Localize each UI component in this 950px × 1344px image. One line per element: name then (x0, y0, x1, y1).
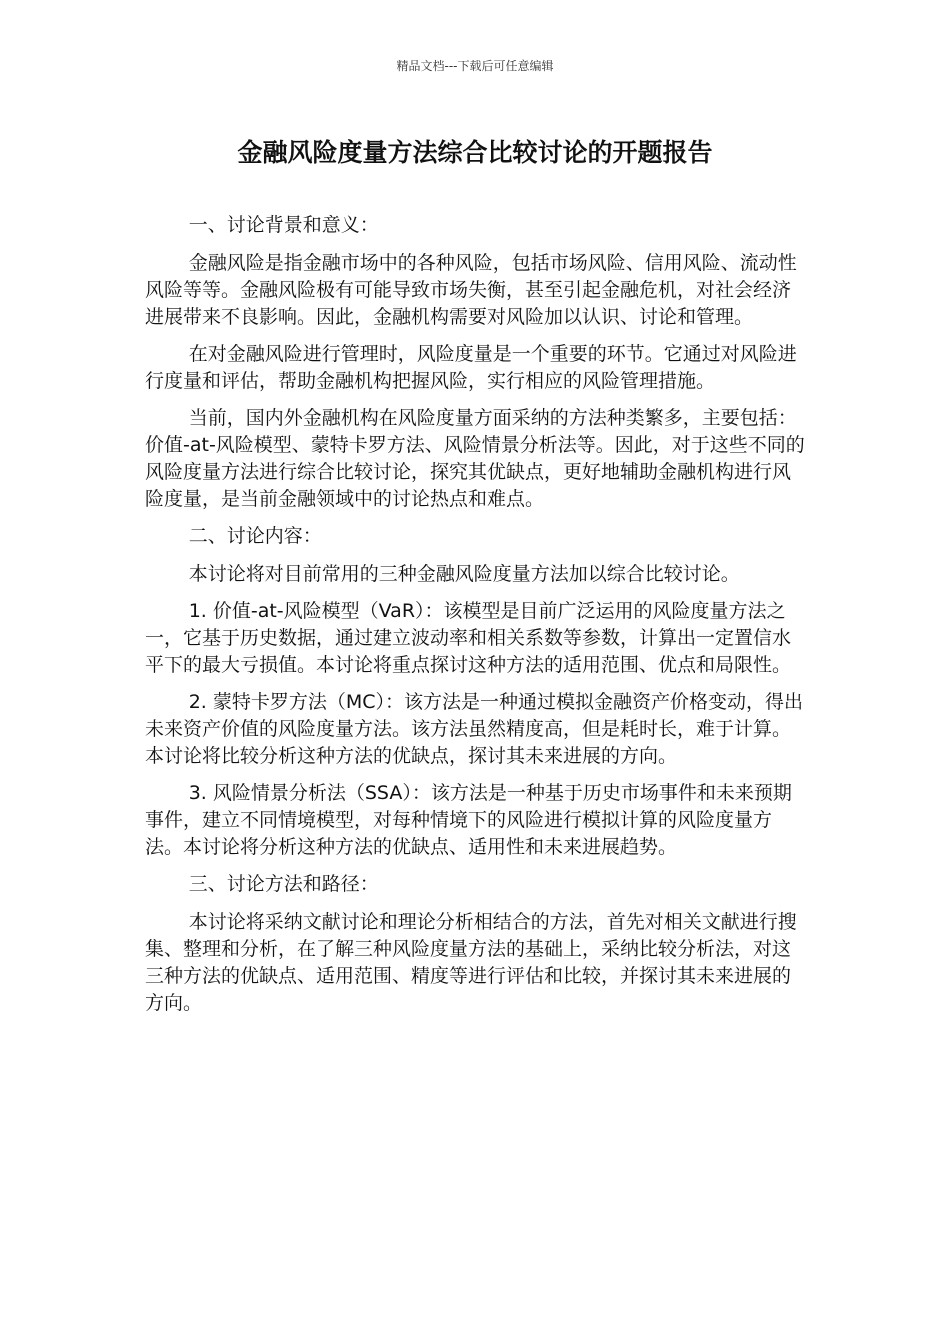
list-item-var: 1. 价值-at-风险模型（VaR）：该模型是目前广泛运用的风险度量方法之一，它基于历史数据，通过建立波动率和相关系数等参数，计算出一定置信水平下的最大亏损值。本讨论将重点探讨这种方法的适用范围、优点和局限性。 (145, 600, 792, 676)
paragraph-content-intro: 本讨论将对目前常用的三种金融风险度量方法加以综合比较讨论。 (188, 563, 740, 585)
paragraph-current-methods: 当前，国内外金融机构在风险度量方面采纳的方法种类繁多，主要包括：价值-at-风险模型、蒙特卡罗方法、风险情景分析法等。因此，对于这些不同的风险度量方法进行综合比较讨论，探究其优缺点，更好地辅助金融机构进行风险度量，是当前金融领域中的讨论热点和难点。 (145, 407, 805, 510)
list-item-scenario-analysis: 3. 风险情景分析法（SSA）：该方法是一种基于历史市场事件和未来预期事件，建立不同情境模型，对每种情境下的风险进行模拟计算的风险度量方法。本讨论将分析这种方法的优缺点、适用性和未来进展趋势。 (145, 782, 792, 858)
list-item-monte-carlo: 2. 蒙特卡罗方法（MC）：该方法是一种通过模拟金融资产价格变动，得出未来资产价值的风险度量方法。该方法虽然精度高，但是耗时长，难于计算。本讨论将比较分析这种方法的优缺点，探讨其未来进展的方向。 (145, 691, 804, 767)
paragraph-risk-measurement: 在对金融风险进行管理时，风险度量是一个重要的环节。它通过对风险进行度量和评估，帮助金融机构把握风险，实行相应的风险管理措施。 (145, 343, 797, 392)
page-header: 精品文档---下载后可任意编辑 (396, 59, 554, 73)
section-heading-content: 二、讨论内容： (188, 525, 322, 547)
section-heading-methods: 三、讨论方法和路径： (188, 873, 379, 895)
document-title: 金融风险度量方法综合比较讨论的开题报告 (237, 138, 713, 167)
document-body (145, 212, 805, 1027)
paragraph-risk-definition: 金融风险是指金融市场中的各种风险，包括市场风险、信用风险、流动性风险等等。金融风险极有可能导致市场失衡，甚至引起金融危机，对社会经济进展带来不良影响。因此，金融机构需要对风险加以认识、讨论和管理。 (145, 252, 797, 328)
section-heading-background: 一、讨论背景和意义： (188, 214, 379, 236)
paragraph-methods: 本讨论将采纳文献讨论和理论分析相结合的方法，首先对相关文献进行搜集、整理和分析，在了解三种风险度量方法的基础上，采纳比较分析法，对这三种方法的优缺点、适用范围、精度等进行评估和比较，并探讨其未来进展的方向。 (145, 911, 797, 1014)
